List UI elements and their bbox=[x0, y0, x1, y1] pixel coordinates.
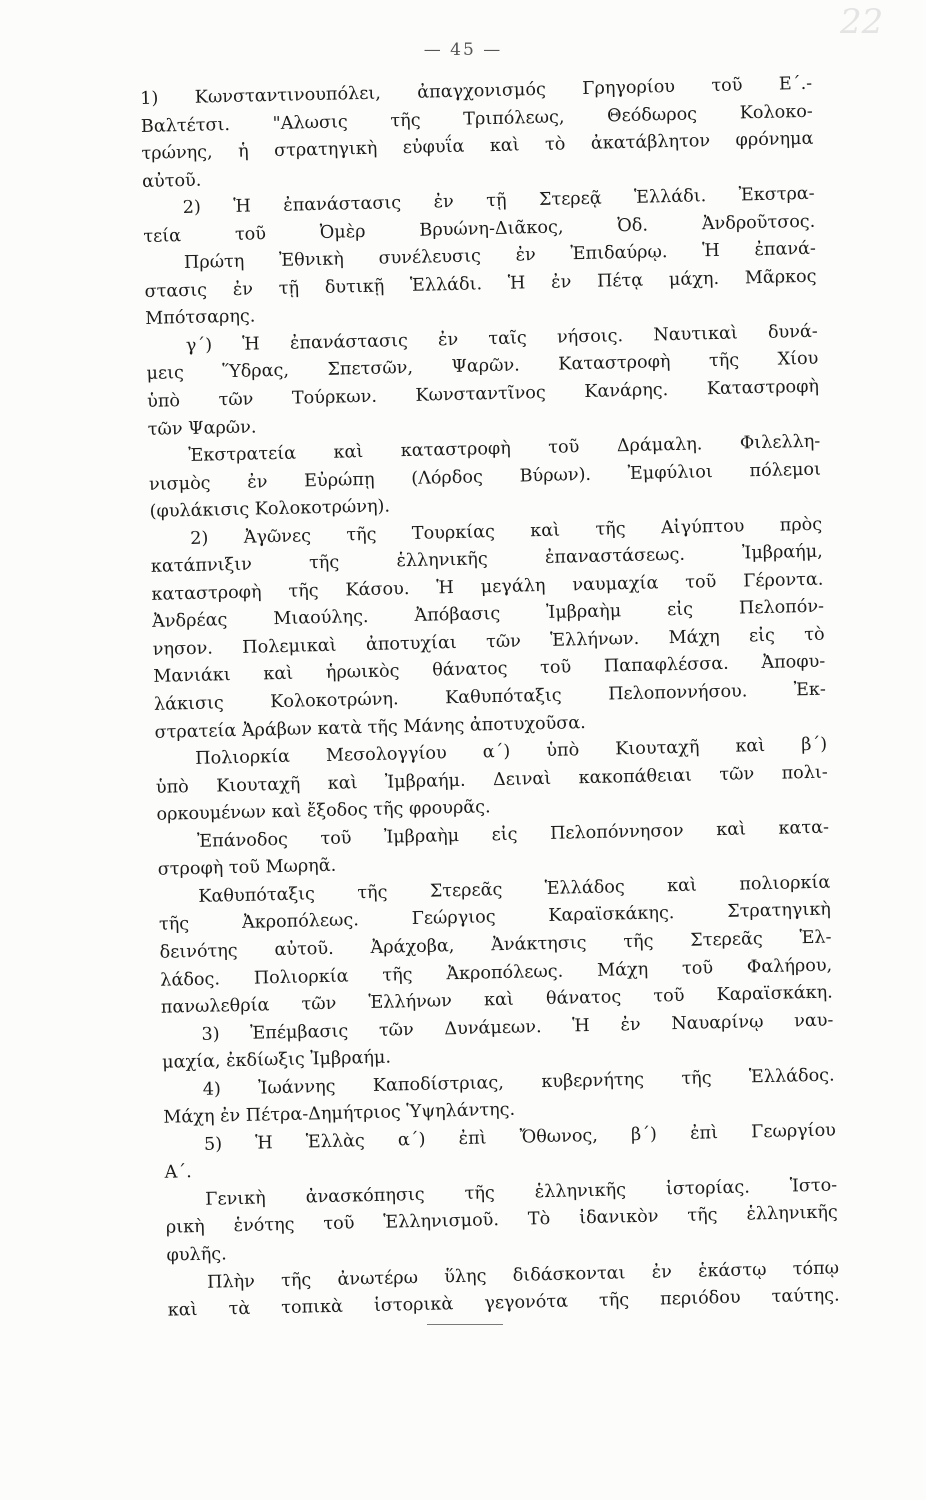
text-line: Μάχη ἐν Πέτρα-Δημήτριος Ὑψηλάντης. bbox=[163, 1099, 516, 1128]
text-line: γ΄) Ἡ ἐπανάστασις ἐν ταῖς νήσοις. Ναυτικαὶ δυνά- bbox=[185, 321, 818, 356]
text-line: Βαλτέτσι. "Αλωσις τῆς Τριπόλεως, Θεόδωρος Κολοκο- bbox=[140, 101, 813, 137]
text-line: (φυλάκισις Κολοκοτρώνη). bbox=[149, 496, 391, 523]
text-line: τῶν Ψαρῶν. bbox=[147, 417, 257, 440]
text-line: Μανιάκι καὶ ἡρωικὸς θάνατος τοῦ Παπαφλέσσα. Ἀποφυ- bbox=[153, 652, 826, 688]
text-line: Πολιορκία Μεσολογγίου α΄) ὑπὸ Κιουταχῆ καὶ β΄) bbox=[195, 734, 828, 770]
text-line: 1) Κωνσταντινουπόλει, ἀπαγχονισμός Γρηγορίου τοῦ Ε΄.- bbox=[140, 73, 813, 109]
text-line: καταστροφὴ τῆς Κάσου. Ἡ μεγάλη ναυμαχία τοῦ Γέροντα. bbox=[151, 569, 824, 605]
text-line: Καθυπόταξις τῆς Στερεᾶς Ἑλλάδος καὶ πολιορκία bbox=[198, 872, 831, 907]
text-line: κατάπνιξιν τῆς ἑλληνικῆς ἐπαναστάσεως. Ἰμβραήμ, bbox=[150, 541, 823, 578]
closing-rule bbox=[427, 1324, 503, 1325]
text-line: Ἐπάνοδος τοῦ Ἰμβραὴμ εἰς Πελοπόννησον καὶ κατα- bbox=[196, 817, 830, 852]
text-line: λάκισις Κολοκοτρώνη. Καθυπόταξις Πελοποννήσου. Ἐκ- bbox=[153, 679, 827, 715]
text-line: Πλὴν τῆς ἀνωτέρω ὕλης διδάσκονται ἐν ἑκάστῳ τόπῳ bbox=[206, 1257, 840, 1293]
text-line: ορκουμένων καὶ ἔξοδος τῆς φρουρᾶς. bbox=[156, 797, 491, 826]
text-line: φυλῆς. bbox=[166, 1244, 227, 1266]
text-line: μαχία, ἐκδίωξις Ἰμβραήμ. bbox=[161, 1047, 392, 1073]
text-line: Ἀνδρέας Μιαούλης. Ἀπόβασις Ἰμβραὴμ εἰς Πελοπόν- bbox=[151, 597, 825, 633]
text-line: Α΄. bbox=[164, 1162, 192, 1184]
text-line: στασις ἐν τῇ δυτικῇ Ἑλλάδι. Ἡ ἐν Πέτᾳ μάχη. Μᾶρκος bbox=[144, 266, 817, 302]
text-line: Πρώτη Ἐθνικὴ συνέλευσις ἐν Ἐπιδαύρῳ. Ἡ ἐπανά- bbox=[183, 238, 817, 274]
text-line: ὑπὸ τῶν Τούρκων. Κωνσταντῖνος Κανάρης. Καταστροφὴ bbox=[146, 376, 820, 412]
text-line: Μπότσαρης. bbox=[145, 306, 256, 330]
text-line: 5) Ἡ Ἑλλὰς α΄) ἐπὶ Ὄθωνος, β΄) ἐπὶ Γεωργίου bbox=[203, 1120, 837, 1155]
page-number: — 45 — bbox=[423, 40, 503, 60]
text-line: πανωλεθρία τῶν Ἑλλήνων καὶ θάνατος τοῦ Καραϊσκάκη. bbox=[160, 982, 833, 1018]
text-line: Ἐκστρατεία καὶ καταστροφὴ τοῦ Δράμαλη. Φιλελλη- bbox=[188, 431, 821, 467]
text-line: λάδος. Πολιορκία τῆς Ἀκροπόλεως. Μάχη τοῦ Φαλήρου, bbox=[160, 955, 833, 991]
body-text bbox=[140, 71, 840, 1326]
text-line: στρατεία Ἀράβων κατὰ τῆς Μάνης ἀποτυχοῦσα. bbox=[154, 712, 586, 743]
text-line: νισμὸς ἐν Εὐρώπῃ (Λόρδος Βύρων). Ἐμφύλιοι πόλεμοι bbox=[148, 459, 822, 495]
text-line: ρικὴ ἑνότης τοῦ Ἑλληνισμοῦ. Τὸ ἰδανικὸν τῆς ἑλληνικῆς bbox=[165, 1202, 838, 1239]
text-line: τῆς Ἀκροπόλεως. Γεώργιος Καραϊσκάκης. Στρατηγικὴ bbox=[158, 899, 832, 936]
text-line: Γενικὴ ἀνασκόπησις τῆς ἑλληνικῆς ἱστορίας. Ἱστο- bbox=[205, 1175, 838, 1210]
pencil-corner-mark: 22 bbox=[840, 2, 884, 42]
text-line: τεία τοῦ Ὀμὲρ Βρυώνη-Διᾶκος, Ὀδ. Ἀνδροῦτσος. bbox=[143, 211, 816, 247]
text-line: αὐτοῦ. bbox=[141, 170, 202, 192]
text-line: 3) Ἐπέμβασις τῶν Δυνάμεων. Ἡ ἐν Ναυαρίνῳ ναυ- bbox=[201, 1010, 834, 1045]
text-line: νησον. Πολεμικαὶ ἀποτυχίαι τῶν Ἑλλήνων. Μάχη εἰς τὸ bbox=[152, 624, 825, 660]
text-line: 2) Ἡ ἐπανάστασις ἐν τῇ Στερεᾷ Ἑλλάδι. Ἐκστρα- bbox=[182, 183, 815, 219]
text-line: καὶ τὰ τοπικὰ ἱστορικὰ γεγονότα τῆς περιόδου ταύτης. bbox=[167, 1285, 840, 1321]
text-line: ὑπὸ Κιουταχῆ καὶ Ἰμβραήμ. Δειναὶ κακοπάθειαι τῶν πολι- bbox=[155, 762, 828, 798]
text-line: μεις Ὕδρας, Σπετσῶν, Ψαρῶν. Καταστροφὴ τῆς Χίου bbox=[146, 349, 819, 385]
text-line: στροφὴ τοῦ Μωρηᾶ. bbox=[157, 856, 337, 881]
text-line: 4) Ἰωάννης Καποδίστριας, κυβερνήτης τῆς Ἑλλάδος. bbox=[202, 1065, 835, 1100]
text-line: δεινότης αὐτοῦ. Ἀράχοβα, Ἀνάκτησις τῆς Στερεᾶς Ἑλ- bbox=[159, 927, 832, 963]
text-line: 2) Ἀγῶνες τῆς Τουρκίας καὶ τῆς Αἰγύπτου πρὸς bbox=[190, 514, 823, 549]
text-line: τρώνης, ἡ στρατηγικὴ εὐφυΐα καὶ τὸ ἀκατάβλητον φρόνημα bbox=[141, 128, 814, 165]
